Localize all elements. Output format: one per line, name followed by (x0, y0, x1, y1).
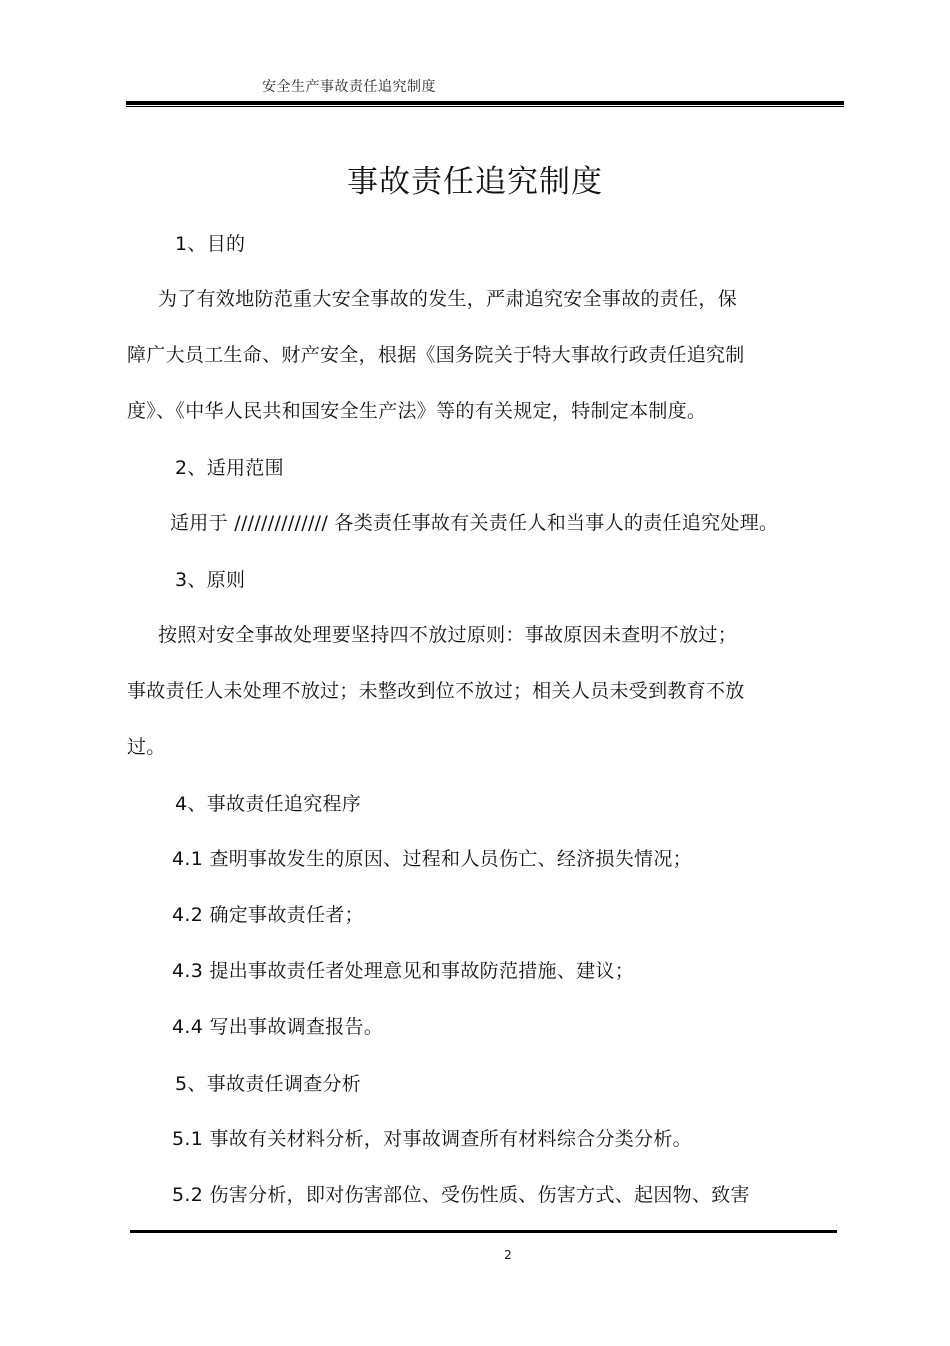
paragraph-line: 过。 (127, 736, 166, 758)
header-divider (126, 101, 844, 107)
paragraph-line: 按照对安全事故处理要坚持四不放过原则：事故原因未查明不放过； (158, 624, 738, 646)
list-item: 4.2 确定事故责任者； (172, 904, 364, 926)
footer-divider (130, 1230, 837, 1233)
paragraph-line: 事故责任人未处理不放过；未整改到位不放过；相关人员未受到教育不放 (127, 680, 745, 702)
list-item: 5.1 事故有关材料分析，对事故调查所有材料综合分类分析。 (172, 1128, 692, 1150)
section-heading-principle: 3、原则 (175, 569, 246, 591)
section-heading-purpose: 1、目的 (175, 233, 246, 255)
list-item: 4.3 提出事故责任者处理意见和事故防范措施、建议； (172, 960, 635, 982)
section-heading-procedure: 4、事故责任追究程序 (175, 793, 362, 815)
document-title: 事故责任追究制度 (347, 164, 603, 200)
list-item: 4.1 查明事故发生的原因、过程和人员伤亡、经济损失情况； (172, 848, 692, 870)
paragraph-line: 障广大员工生命、财产安全，根据《国务院关于特大事故行政责任追究制 (127, 344, 745, 366)
page-number: 2 (504, 1248, 512, 1262)
list-item: 5.2 伤害分析，即对伤害部位、受伤性质、伤害方式、起因物、致害 (172, 1184, 750, 1206)
paragraph-line: 度》、《中华人民共和国安全生产法》等的有关规定，特制定本制度。 (127, 400, 707, 422)
section-heading-scope: 2、适用范围 (175, 457, 284, 479)
running-header-title: 安全生产事故责任追究制度 (262, 79, 436, 95)
section-heading-analysis: 5、事故责任调查分析 (175, 1073, 362, 1095)
paragraph-line: 适用于 ////////////// 各类责任事故有关责任人和当事人的责任追究处理。 (170, 512, 779, 534)
paragraph-line: 为了有效地防范重大安全事故的发生，严肃追究安全事故的责任，保 (158, 288, 738, 310)
list-item: 4.4 写出事故调查报告。 (172, 1016, 384, 1038)
